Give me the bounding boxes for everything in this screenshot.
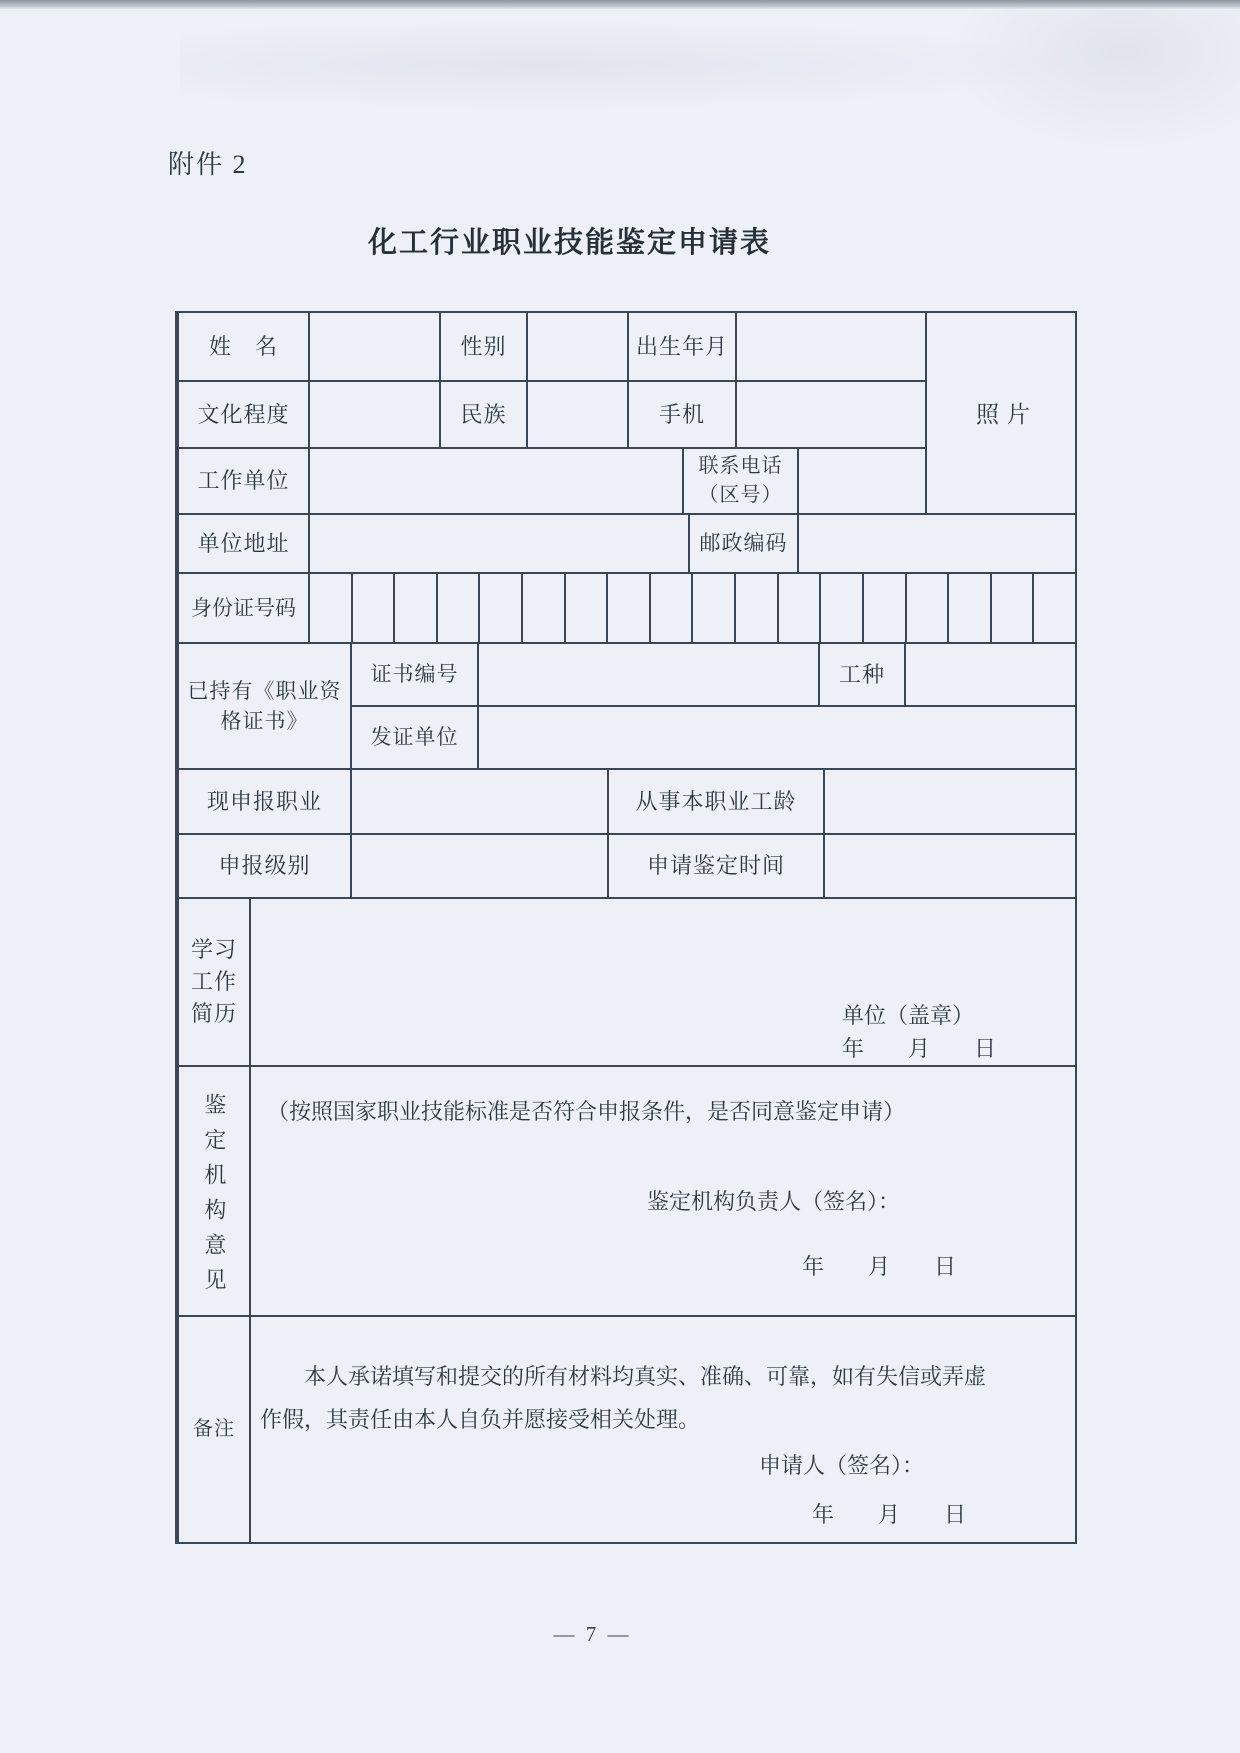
remarks-content-cell [249,1315,1075,1542]
appraisal-time-value-cell [823,833,1075,897]
certificate-no-value-cell [477,642,818,705]
scan-smudge [950,10,1240,150]
photo-cell [925,313,1075,513]
id-digit-cell [777,574,820,642]
resume-label-line3: 简历 [190,1000,237,1026]
id-digit-cell [649,574,692,642]
held-certificate-label [177,642,350,768]
education-value-cell [308,380,439,447]
birth-label: 出生年月 [627,313,735,380]
name-label: 姓 名 [177,313,308,380]
attachment-label: 附件 2 [168,150,248,179]
remarks-date-blank: 年 月 日 [812,1502,967,1527]
education-label: 文化程度 [177,380,308,447]
certificate-no-label: 证书编号 [350,642,477,705]
applicant-sign-label: 申请人（签名）： [759,1453,925,1478]
id-digit-cell [351,574,394,642]
held-certificate-label-line1: 已持有《职业资 [187,678,342,703]
id-digit-cell [478,574,521,642]
scan-smudge [180,20,1080,110]
application-form-table [175,311,1077,1544]
contact-phone-value-cell [797,447,925,513]
ethnicity-label: 民族 [439,380,526,447]
remarks-label: 备注 [177,1315,249,1542]
id-digit-cell [521,574,564,642]
resume-date-blank: 年 月 日 [842,1036,997,1061]
occupation-label: 现申报职业 [177,768,350,833]
id-digit-cell [393,574,436,642]
contact-phone-label-line2: （区号） [698,484,783,506]
postal-label: 邮政编码 [688,513,797,572]
id-digit-cell [436,574,479,642]
ethnicity-value-cell [526,380,627,447]
issuer-label: 发证单位 [350,705,477,768]
birth-value-cell [735,313,925,380]
org-head-sign-label: 鉴定机构负责人（签名）： [647,1189,901,1214]
appraisal-time-label: 申请鉴定时间 [607,833,823,897]
org-opinion-date-blank: 年 月 日 [802,1254,957,1279]
name-value-cell [308,313,439,380]
job-type-value-cell [904,642,1075,705]
issuer-value-cell [477,705,1075,768]
id-digit-cell [1032,574,1075,642]
resume-content-cell [249,897,1075,1065]
occupation-value-cell [350,768,607,833]
years-in-occupation-value-cell [823,768,1075,833]
level-label: 申报级别 [177,833,350,897]
photo-label: 照片 [973,401,1030,477]
postal-value-cell [797,513,1075,572]
org-opinion-label: 鉴定机构意见 [177,1065,249,1315]
remarks-line2: 作假，其责任由本人自负并愿接受相关处理。 [260,1407,701,1432]
opinion-hint: （按照国家职业技能标准是否符合申报条件，是否同意鉴定申请） [267,1099,906,1124]
resume-label [177,897,249,1065]
id-digit-cell [564,574,607,642]
gender-value-cell [526,313,627,380]
level-value-cell [350,833,607,897]
remarks-line1: 本人承诺填写和提交的所有材料均真实、准确、可靠，如有失信或弄虚 [304,1364,987,1389]
id-digit-cell [905,574,948,642]
job-type-label: 工种 [818,642,904,705]
id-digit-cell [862,574,905,642]
unit-seal-label: 单位（盖章） [842,1003,975,1028]
scan-edge-band [0,0,1240,9]
employer-value-cell [308,447,682,513]
address-value-cell [308,513,688,572]
id-digit-cell [691,574,734,642]
org-opinion-content-cell [249,1065,1075,1315]
id-digit-cell [310,574,351,642]
years-in-occupation-label: 从事本职业工龄 [607,768,823,833]
gender-label: 性别 [439,313,526,380]
contact-phone-label [682,447,797,513]
mobile-label: 手机 [627,380,735,447]
page-number: — 7 — [553,1622,632,1646]
resume-label-line1: 学习 [190,937,237,963]
employer-label: 工作单位 [177,447,308,513]
id-digit-cell [819,574,862,642]
held-certificate-label-line2: 格证书》 [220,709,309,733]
id-digit-cell [734,574,777,642]
id-digit-cells [308,572,1075,642]
mobile-value-cell [735,380,925,447]
id-digit-cell [947,574,990,642]
id-digit-cell [606,574,649,642]
id-digit-cell [990,574,1033,642]
contact-phone-label-line1: 联系电话 [698,455,783,477]
address-label: 单位地址 [177,513,308,572]
id-number-label: 身份证号码 [177,572,308,642]
resume-label-line2: 工作 [190,969,237,995]
page-title: 化工行业职业技能鉴定申请表 [368,227,772,259]
